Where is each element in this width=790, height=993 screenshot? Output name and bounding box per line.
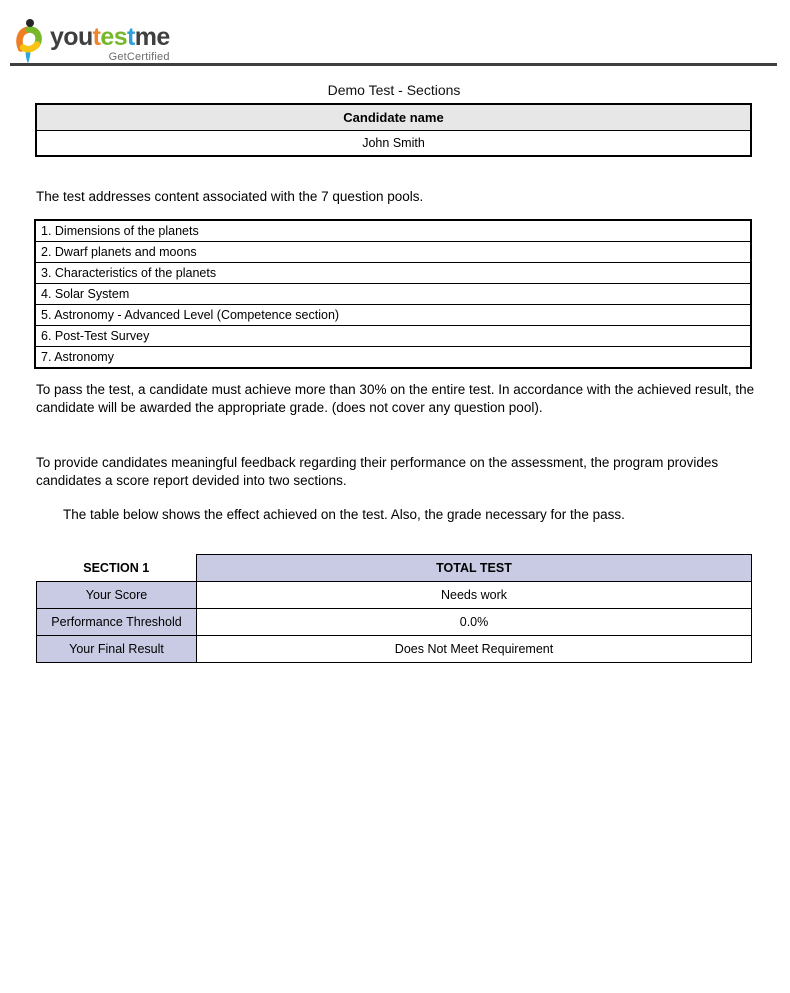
pools-table: [34, 219, 752, 369]
brand-text-column: [50, 25, 170, 63]
feedback-paragraph: To provide candidates meaningful feedback regarding their performance on the assessment, the program provides candidates a score report devided into two sections.: [36, 455, 719, 488]
table-row: [35, 326, 751, 347]
your-score-label: Your Score: [37, 582, 197, 609]
table-row: [37, 555, 752, 582]
brand-you: you: [50, 23, 93, 51]
candidate-name-value: John Smith: [36, 131, 751, 157]
table-row: [37, 609, 752, 636]
brand-es: es: [100, 23, 127, 51]
table-row: [36, 104, 751, 131]
your-score-value: Needs work: [197, 582, 752, 609]
brand-tagline: GetCertified: [108, 51, 170, 63]
final-result-label: Your Final Result: [37, 636, 197, 663]
pool-row-1: 1. Dimensions of the planets: [35, 220, 751, 242]
brand-me: me: [134, 23, 170, 51]
performance-threshold-label: Performance Threshold: [37, 609, 197, 636]
section-1-header: SECTION 1: [37, 555, 197, 582]
brand-t1: t: [92, 23, 101, 51]
pool-row-3: 3. Characteristics of the planets: [35, 263, 751, 284]
intro-paragraph: The test addresses content associated with the 7 question pools.: [36, 189, 424, 204]
header-divider: [10, 63, 777, 66]
table-row: [35, 220, 751, 242]
pool-row-2: 2. Dwarf planets and moons: [35, 242, 751, 263]
pool-row-6: 6. Post-Test Survey: [35, 326, 751, 347]
pass-requirement-paragraph: To pass the test, a candidate must achieve more than 30% on the entire test. In accordance with the achieved result, the candidate will be awarded the appropriate grade. (does not cover any question pool).: [36, 382, 755, 415]
candidate-table: [35, 103, 752, 157]
table-note-paragraph: The table below shows the effect achieved on the test. Also, the grade necessary for the pass.: [63, 507, 625, 522]
pool-row-7: 7. Astronomy: [35, 347, 751, 369]
table-row: [35, 242, 751, 263]
brand-wordmark: [50, 25, 170, 50]
total-test-header: TOTAL TEST: [197, 555, 752, 582]
table-row: [35, 263, 751, 284]
page-title: Demo Test - Sections: [327, 82, 461, 98]
youtestme-logo-icon: [12, 18, 45, 65]
table-row: [35, 305, 751, 326]
brand-t2: t: [127, 23, 135, 51]
performance-threshold-value: 0.0%: [197, 609, 752, 636]
table-row: [35, 347, 751, 369]
results-table: [36, 554, 752, 663]
table-row: [37, 582, 752, 609]
candidate-name-header: Candidate name: [36, 104, 751, 131]
table-row: [37, 636, 752, 663]
pool-row-5: 5. Astronomy - Advanced Level (Competence section): [35, 305, 751, 326]
pool-row-4: 4. Solar System: [35, 284, 751, 305]
final-result-value: Does Not Meet Requirement: [197, 636, 752, 663]
table-row: [36, 131, 751, 157]
table-row: [35, 284, 751, 305]
youtestme-logo: [12, 18, 170, 65]
